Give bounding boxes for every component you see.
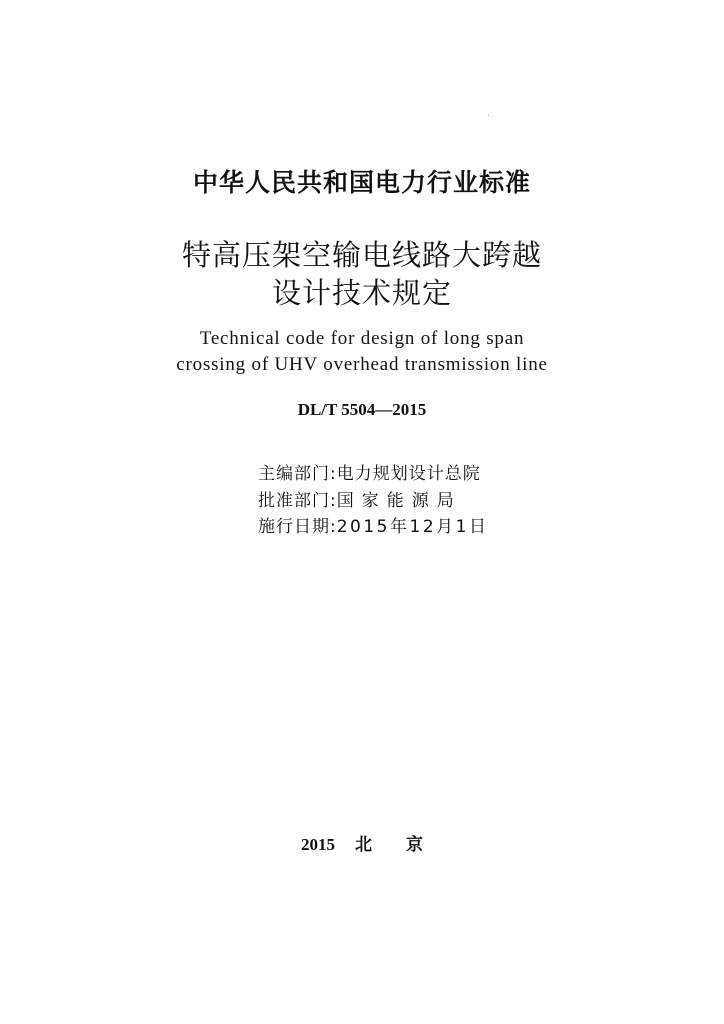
effective-date-value: 2015年12月1日	[336, 517, 489, 537]
editor-department-label: 主编部门:	[258, 464, 337, 484]
publication-city-part-2: 京	[406, 835, 423, 854]
effective-date-label: 施行日期:	[258, 517, 337, 537]
editor-department-row	[258, 459, 481, 484]
standard-code: DL/T 5504—2015	[297, 400, 427, 419]
effective-date-row	[258, 512, 488, 537]
editor-department-value: 电力规划设计总院	[336, 464, 481, 484]
approver-department-label: 批准部门:	[258, 491, 337, 511]
title-chinese-line-2: 设计技术规定	[271, 276, 452, 310]
publication-city-part-1: 北	[355, 835, 372, 854]
title-english-line-1: Technical code for design of long span	[199, 328, 525, 349]
standard-category-heading: 中华人民共和国电力行业标准	[192, 168, 531, 197]
scan-speck	[488, 115, 489, 116]
title-english-line-2: crossing of UHV overhead transmission line	[176, 354, 548, 375]
title-chinese-line-1: 特高压架空输电线路大跨越	[181, 238, 542, 272]
approver-department-value: 国家能源局	[336, 491, 462, 511]
approver-department-row	[258, 486, 462, 511]
publication-year: 2015	[301, 835, 335, 854]
publication-footer	[0, 830, 724, 855]
